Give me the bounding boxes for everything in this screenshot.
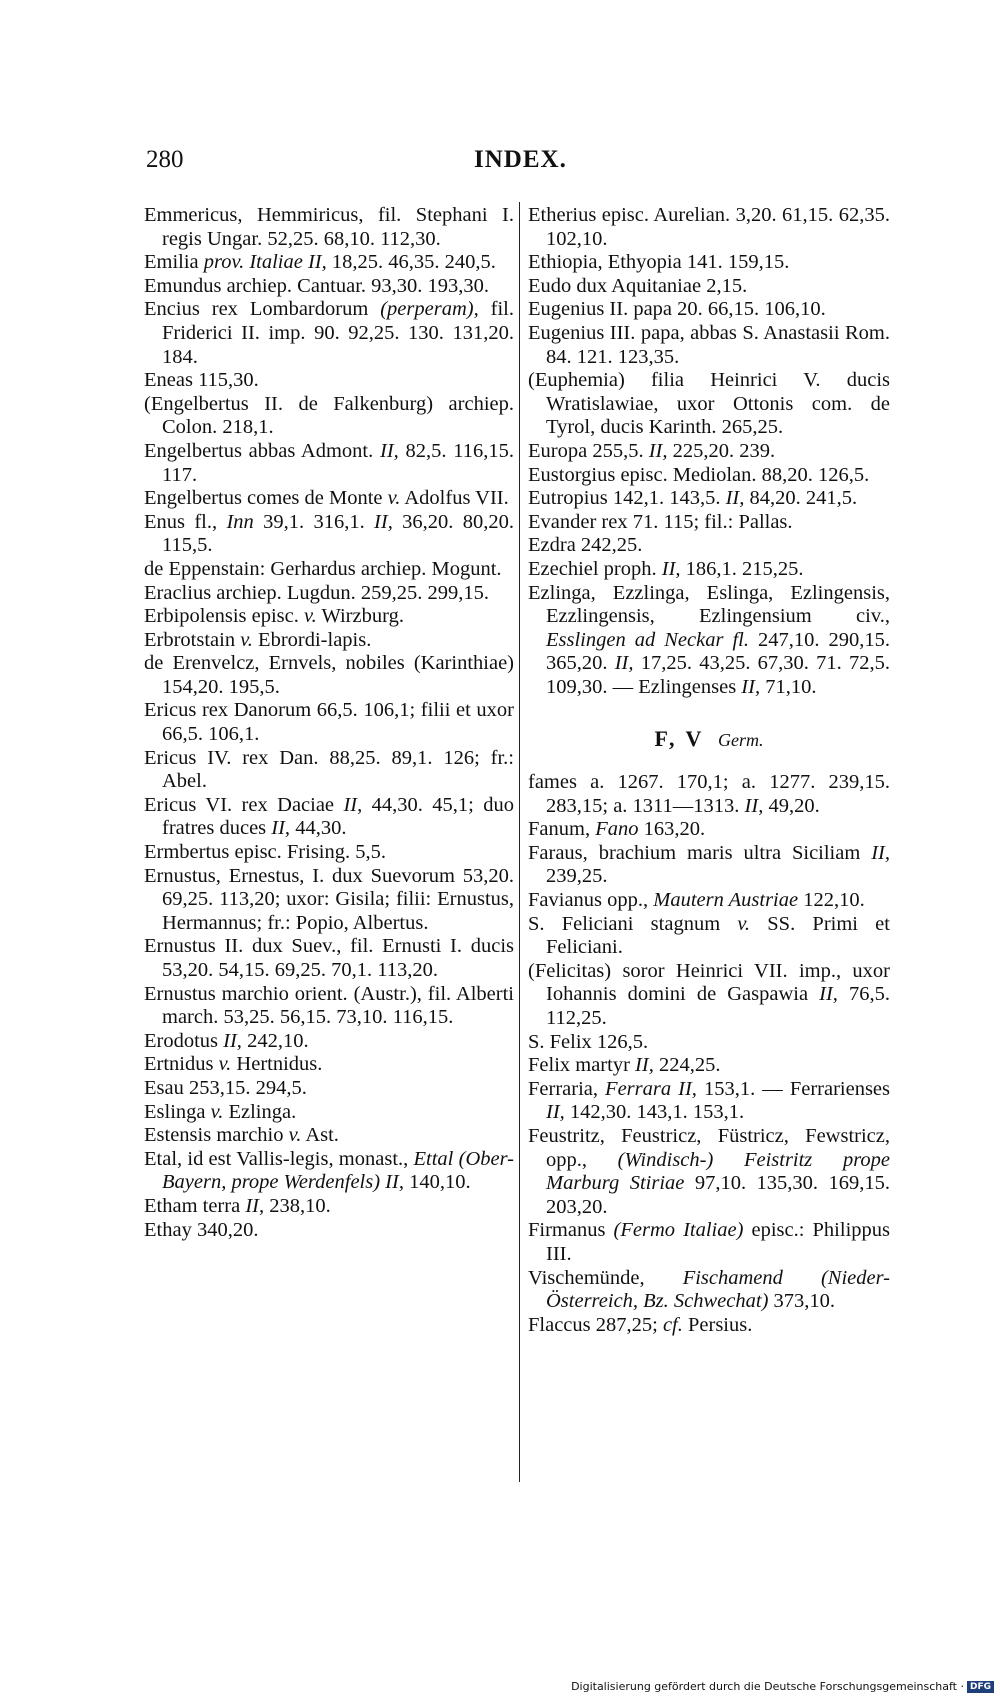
text-segment: Ebrordi-lapis.	[252, 628, 372, 651]
section-heading-f-v	[528, 727, 890, 753]
italic-segment: Mautern Austriae	[653, 889, 799, 912]
text-segment: Flaccus 287,25;	[528, 1313, 663, 1336]
index-entry	[144, 1148, 514, 1195]
text-segment: 186,1. 215,25.	[680, 557, 804, 580]
text-segment: Emmericus, Hemmiricus, fil. Stephani I. regis Ungar. 52,25. 68,10. 112,30.	[144, 204, 514, 250]
index-entry	[528, 298, 890, 322]
index-entry	[528, 582, 890, 700]
index-entry	[528, 487, 890, 511]
text-segment: (Felicitas) soror Heinrici VII. imp., uxor Iohannis domini de Gaspawia	[528, 959, 890, 1006]
text-segment: Europa 255,5.	[528, 439, 649, 462]
italic-segment: II,	[661, 557, 681, 580]
text-segment: 373,10.	[768, 1290, 836, 1313]
index-entry	[528, 1219, 890, 1266]
index-entry	[528, 369, 890, 440]
text-segment: SS. Primi et Feliciani.	[546, 912, 890, 959]
text-segment: Eneas 115,30.	[144, 369, 259, 392]
text-segment: Esau 253,15. 294,5.	[144, 1076, 307, 1099]
index-entry	[144, 865, 514, 936]
index-entry	[144, 629, 514, 653]
text-segment: (Engelbertus II. de Falkenburg) archiep. Colon. 218,1.	[144, 392, 514, 439]
text-segment: 142,30. 143,1. 153,1.	[564, 1101, 745, 1124]
index-entry	[144, 393, 514, 440]
text-segment: 247,10. 290,15. 365,20.	[546, 628, 891, 675]
text-segment: Etal, id est Vallis-legis, monast.,	[144, 1147, 414, 1170]
text-segment: Favianus opp.,	[528, 889, 654, 912]
text-segment: Faraus, brachium maris ultra Siciliam	[528, 841, 872, 864]
text-segment: Adolfus VII.	[400, 487, 509, 510]
text-segment: Ferraria,	[528, 1077, 606, 1100]
text-segment: episc.: Philippus III.	[546, 1219, 890, 1265]
italic-segment: II,	[614, 652, 634, 675]
text-segment: 71,10.	[760, 675, 817, 698]
text-segment: Eugenius III. papa, abbas S. Anastasii Rom. 84. 121. 123,35.	[528, 321, 890, 368]
index-entry	[144, 652, 514, 699]
text-segment: Enus fl.,	[144, 510, 227, 533]
text-segment: 239,25.	[546, 865, 608, 888]
italic-segment: II,	[871, 841, 890, 864]
index-entry	[528, 818, 890, 842]
index-entry	[528, 842, 890, 889]
italic-segment: Fano	[595, 818, 639, 841]
text-segment: Eustorgius episc. Mediolan. 88,20. 126,5.	[528, 463, 870, 486]
italic-segment: II,	[343, 793, 363, 816]
index-entry	[144, 275, 514, 299]
text-segment: 44,30.	[290, 817, 347, 840]
index-entry	[144, 794, 514, 841]
index-entry	[144, 983, 514, 1030]
text-segment: de Erenvelcz, Ernvels, nobiles (Karinthiae) 154,20. 195,5.	[144, 652, 514, 698]
text-segment: Vischemünde,	[528, 1266, 683, 1289]
italic-segment: Ferrara II,	[605, 1077, 697, 1100]
text-segment: Ethay 340,20.	[144, 1218, 259, 1241]
text-segment: Ezechiel proph.	[528, 557, 662, 580]
index-entry	[528, 275, 890, 299]
index-entry	[528, 1267, 890, 1314]
index-entry	[144, 1195, 514, 1219]
italic-segment: v.	[737, 912, 751, 935]
index-entry	[144, 298, 514, 369]
italic-segment: v.	[304, 605, 317, 628]
text-segment: Firmanus	[528, 1219, 614, 1242]
italic-segment: v.	[240, 628, 253, 651]
index-entry	[528, 464, 890, 488]
text-segment: 76,5. 112,25.	[546, 983, 890, 1029]
index-entry	[144, 747, 514, 794]
italic-segment: II,	[648, 439, 668, 462]
index-entry	[144, 935, 514, 982]
index-entry	[144, 582, 514, 606]
italic-segment: (Fermo Italiae)	[613, 1219, 744, 1242]
italic-segment: v.	[387, 487, 401, 510]
running-head: INDEX.	[474, 146, 567, 173]
text-segment: 18,25. 46,35. 240,5.	[326, 251, 496, 274]
text-segment: Erbrotstain	[144, 628, 241, 651]
text-segment: Eudo dux Aquitaniae 2,15.	[528, 274, 748, 297]
text-segment: Erodotus	[144, 1029, 224, 1052]
index-entry	[528, 1314, 890, 1338]
text-segment: Ericus IV. rex Dan. 88,25. 89,1. 126; fr.: Abel.	[144, 746, 514, 793]
text-segment: Ericus rex Danorum 66,5. 106,1; filii et uxor 66,5. 106,1.	[144, 699, 514, 746]
text-segment: Ernustus, Ernestus, I. dux Suevorum 53,20. 69,25. 113,20; uxor: Gisila; filii: Ernustus, Hermannus; fr.: Popio, Albertus.	[144, 864, 514, 934]
italic-segment: II,	[741, 675, 761, 698]
text-segment: 44,30. 45,1; duo fratres duces	[162, 793, 514, 840]
right-column-f-entries	[528, 771, 890, 1337]
text-segment: 39,1. 316,1.	[253, 510, 375, 533]
text-segment: Ernustus II. dux Suev., fil. Ernusti I. ducis 53,20. 54,15. 69,25. 70,1. 113,20.	[144, 935, 514, 981]
index-entry	[528, 534, 890, 558]
italic-segment: II,	[380, 439, 399, 462]
text-segment: 84,20. 241,5.	[744, 487, 858, 510]
text-segment: Encius rex Lombardorum	[144, 298, 381, 321]
index-entry	[144, 1124, 514, 1148]
text-segment: Eutropius 142,1. 143,5.	[528, 487, 726, 510]
text-segment: Ernustus marchio orient. (Austr.), fil. Alberti march. 53,25. 56,15. 73,10. 116,15.	[144, 982, 514, 1029]
italic-segment: II,	[819, 983, 838, 1006]
text-segment: Ericus VI. rex Daciae	[144, 793, 344, 816]
index-entry	[528, 1125, 890, 1219]
italic-segment: Ettal (Ober-Bayern, prope Werdenfels) II,	[162, 1147, 514, 1194]
italic-segment: (perperam),	[380, 298, 479, 321]
text-segment: Ethiopia, Ethyopia 141. 159,15.	[528, 251, 790, 274]
column-divider	[519, 202, 520, 1482]
left-column	[144, 204, 514, 1242]
text-segment: Ermbertus episc. Frising. 5,5.	[144, 841, 386, 864]
index-entry	[144, 1053, 514, 1077]
index-entry	[528, 558, 890, 582]
text-segment: 242,10.	[241, 1029, 309, 1052]
index-entry	[144, 605, 514, 629]
text-segment: 97,10. 135,30. 169,15. 203,20.	[546, 1172, 890, 1218]
italic-segment: cf.	[662, 1313, 683, 1336]
index-entry	[528, 913, 890, 960]
right-column-e-entries	[528, 204, 890, 699]
index-entry	[144, 251, 514, 275]
text-segment: Emilia	[144, 251, 204, 274]
index-entry	[144, 204, 514, 251]
text-segment: Erbipolensis episc.	[144, 605, 304, 628]
index-entry	[144, 1030, 514, 1054]
italic-segment: II,	[744, 794, 764, 817]
text-segment: Etherius episc. Aurelian. 3,20. 61,15. 62,35. 102,10.	[528, 204, 890, 250]
dfg-logo: DFG	[967, 1681, 994, 1693]
text-segment: Evander rex 71. 115; fil.: Pallas.	[528, 510, 793, 533]
index-entry	[528, 1031, 890, 1055]
text-segment: fil. Friderici II. imp. 90. 92,25. 130. 131,20. 184.	[162, 298, 515, 368]
index-entry	[144, 1101, 514, 1125]
index-entry	[528, 1078, 890, 1125]
text-segment: 122,10.	[798, 889, 865, 912]
text-segment: Eugenius II. papa 20. 66,15. 106,10.	[528, 298, 826, 321]
section-subtitle: Germ.	[717, 730, 764, 751]
italic-segment: II,	[546, 1101, 565, 1124]
text-segment: Ezlinga, Ezzlinga, Eslinga, Ezlingensis, Ezzlingensis, Ezlingensium civ.,	[528, 581, 890, 628]
index-entry	[144, 1219, 514, 1243]
index-entry	[144, 699, 514, 746]
text-segment: 238,10.	[264, 1194, 331, 1217]
text-segment: Eraclius archiep. Lugdun. 259,25. 299,15.	[144, 581, 490, 604]
text-segment: 225,20. 239.	[667, 439, 776, 462]
italic-segment: v.	[210, 1100, 224, 1123]
text-segment: 163,20.	[638, 818, 706, 841]
text-segment: Engelbertus abbas Admont.	[144, 439, 380, 462]
index-entry	[144, 1077, 514, 1101]
italic-segment: II,	[725, 487, 745, 510]
index-entry	[144, 487, 514, 511]
index-entry	[144, 440, 514, 487]
text-segment: 49,20.	[763, 794, 820, 817]
index-entry	[144, 841, 514, 865]
index-entry	[528, 771, 890, 818]
text-segment: de Eppenstain: Gerhardus archiep. Mogunt.	[144, 557, 502, 580]
text-segment: Eslinga	[144, 1100, 211, 1123]
text-segment: Emundus archiep. Cantuar. 93,30. 193,30.	[144, 274, 490, 297]
italic-segment: II,	[223, 1029, 242, 1052]
text-segment: Estensis marchio	[144, 1124, 289, 1147]
text-segment: Ast.	[301, 1124, 339, 1147]
text-segment: Wirzburg.	[316, 605, 404, 628]
index-entry	[528, 889, 890, 913]
section-letters: F, V	[654, 726, 705, 752]
index-entry	[144, 511, 514, 558]
index-entry	[528, 204, 890, 251]
italic-segment: II,	[635, 1054, 654, 1077]
text-segment: Fanum,	[528, 818, 596, 841]
text-segment: Engelbertus comes de Monte	[144, 487, 388, 510]
text-segment: 140,10.	[403, 1171, 471, 1194]
italic-segment: (Windisch-) Feistritz prope Marburg Stiriae	[546, 1148, 891, 1195]
text-segment: Hertnidus.	[231, 1053, 323, 1076]
index-entry	[528, 960, 890, 1031]
index-entry	[528, 322, 890, 369]
text-segment: Ertnidus	[144, 1053, 219, 1076]
index-entry	[528, 1054, 890, 1078]
index-entry	[528, 251, 890, 275]
italic-segment: prov. Italiae II,	[203, 251, 327, 274]
italic-segment: II,	[374, 510, 393, 533]
index-entry	[528, 511, 890, 535]
text-segment: Ezlinga.	[223, 1100, 297, 1123]
text-segment: 224,25.	[653, 1054, 721, 1077]
right-column	[528, 204, 890, 1337]
text-segment: Felix martyr	[528, 1054, 636, 1077]
text-segment: fames a. 1267. 170,1; a. 1277. 239,15. 283,15; a. 1311—1313.	[528, 771, 890, 817]
text-segment: 82,5. 116,15. 117.	[162, 439, 514, 486]
digitization-footer	[571, 1680, 994, 1693]
italic-segment: v.	[288, 1124, 302, 1147]
text-segment: Feustritz, Feustricz, Füstricz, Fewstricz, opp.,	[528, 1124, 890, 1171]
text-segment: 17,25. 43,25. 67,30. 71. 72,5. 109,30. — Ezlingenses	[546, 652, 891, 698]
text-segment: Ezdra 242,25.	[528, 534, 643, 557]
page-number: 280	[146, 146, 184, 173]
index-entry	[528, 440, 890, 464]
text-segment: S. Felix 126,5.	[528, 1030, 649, 1053]
text-segment: Etham terra	[144, 1194, 246, 1217]
italic-segment: Esslingen ad Neckar fl.	[546, 628, 749, 651]
italic-segment: Fischamend (Nieder-Österreich, Bz. Schwechat)	[546, 1266, 890, 1313]
text-segment: S. Feliciani stagnum	[528, 912, 738, 935]
text-segment: (Euphemia) filia Heinrici V. ducis Wratislawiae, uxor Ottonis com. de Tyrol, ducis Karinth. 265,25.	[528, 369, 890, 439]
text-segment: 36,20. 80,20. 115,5.	[162, 510, 515, 557]
index-entry	[144, 369, 514, 393]
italic-segment: v.	[218, 1053, 232, 1076]
footer-credit: Digitalisierung gefördert durch die Deutsche Forschungsgemeinschaft ·	[571, 1680, 964, 1693]
text-segment: Persius.	[682, 1313, 753, 1336]
index-entry	[144, 558, 514, 582]
italic-segment: II,	[271, 817, 291, 840]
italic-segment: Inn	[226, 510, 254, 533]
text-segment: 153,1. — Ferrarienses	[696, 1077, 890, 1100]
italic-segment: II,	[245, 1194, 265, 1217]
